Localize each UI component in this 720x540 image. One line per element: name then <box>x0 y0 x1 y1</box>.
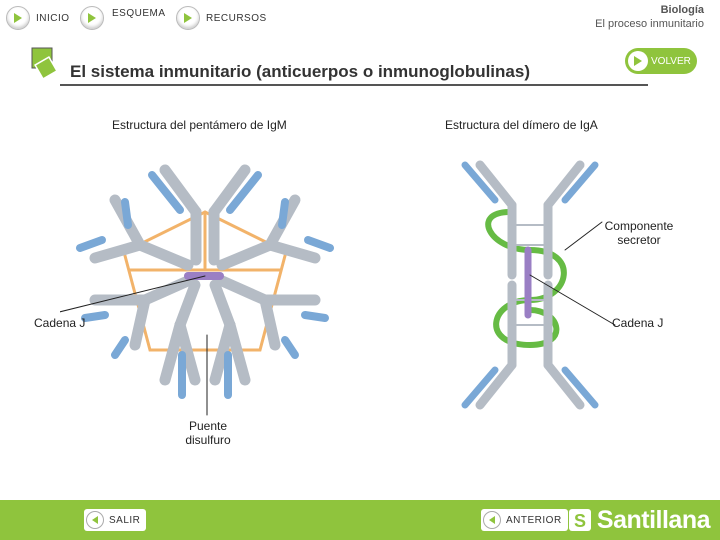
igm-monomer-bottom <box>165 285 245 395</box>
back-arrow-icon <box>483 511 501 529</box>
puente-line2: disulfuro <box>185 433 231 447</box>
componente-line2: secretor <box>617 233 661 247</box>
back-arrow-icon <box>86 511 104 529</box>
play-arrow-icon <box>80 6 104 30</box>
santillana-logo-icon <box>567 507 593 533</box>
page-title: El sistema inmunitario (anticuerpos o inmunoglobulinas) <box>70 62 530 81</box>
svg-text:S: S <box>573 511 587 531</box>
brand-logo: Santillana <box>596 506 710 534</box>
volver-label: VOLVER <box>651 55 691 67</box>
play-arrow-icon <box>176 6 200 30</box>
play-arrow-icon <box>628 51 648 71</box>
inicio-label: INICIO <box>36 12 70 24</box>
subject-label: Biología <box>660 4 704 16</box>
title-divider <box>60 84 648 86</box>
esquema-label: ESQUEMA <box>112 7 166 19</box>
cadena-j-label-left: Cadena J <box>34 316 86 330</box>
top-navigation <box>0 0 720 38</box>
igm-figure-title: Estructura del pentámero de IgM <box>112 118 287 132</box>
topic-label: El proceso inmunitario <box>595 18 704 30</box>
igm-monomer-upper-left <box>80 200 188 265</box>
componente-secretor-label <box>600 219 678 247</box>
anterior-button[interactable] <box>481 509 568 531</box>
play-arrow-icon <box>6 6 30 30</box>
cadena-j-label-right: Cadena J <box>612 316 664 330</box>
recursos-button[interactable] <box>176 4 267 32</box>
componente-line1: Componente <box>604 219 674 233</box>
puente-line1: Puente <box>188 419 228 433</box>
esquema-button[interactable] <box>80 4 166 32</box>
inicio-button[interactable] <box>6 4 70 32</box>
footer-bar <box>0 500 720 540</box>
subject-info <box>595 3 704 31</box>
iga-dimer-diagram <box>450 150 620 420</box>
anterior-label[interactable]: ANTERIOR <box>506 514 562 526</box>
iga-figure-title: Estructura del dímero de IgA <box>445 118 598 132</box>
volver-button[interactable] <box>625 48 697 74</box>
salir-button[interactable] <box>84 509 146 531</box>
section-marker-icon <box>28 46 68 86</box>
salir-label[interactable]: SALIR <box>109 514 141 526</box>
recursos-label: RECURSOS <box>206 12 267 24</box>
igm-pentamer-diagram <box>60 140 360 430</box>
igm-monomer-upper-right <box>222 200 330 265</box>
puente-disulfuro-label <box>180 419 236 447</box>
